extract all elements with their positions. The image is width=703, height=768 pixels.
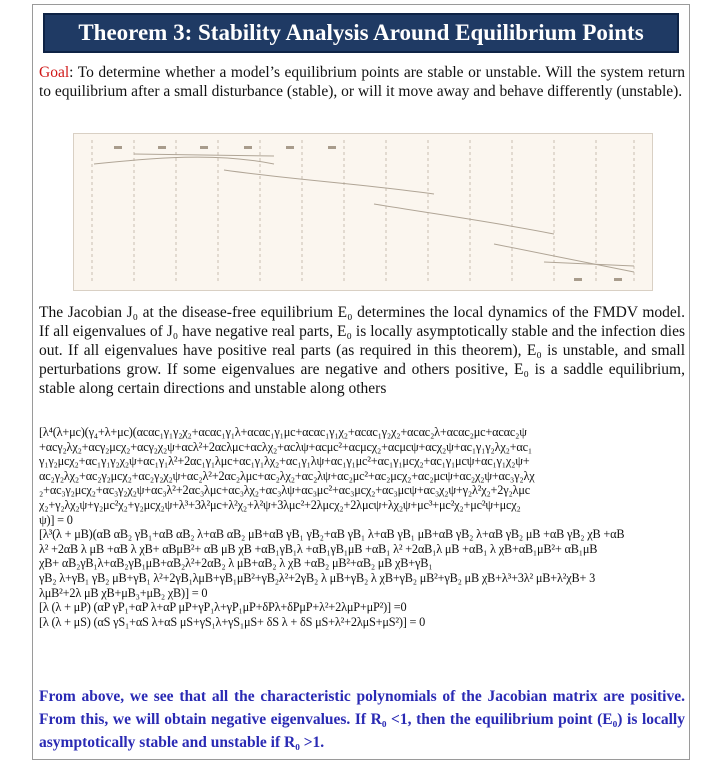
equation-line: γ₁γ₂μcχ₂+αc₁γ₁γ₂χ₂ψ+αc₁γ₁λ²+2αc₁γ₁λμc+αc₁γ₁λχ₂+αc₁γ₁λψ+αc₁γ₁μc²+αc₁γ₁μcχ₂+αc₁γ₁μcψ+αc₁γ₁χ₂ψ+	[39, 454, 530, 469]
conclusion-paragraph: From above, we see that all the characteristic polynomials of the Jacobian matrix are positive. From this, we will obtain negative eigenvalues. If R₀ <1, then the equilibrium point (E₀) is locally asymptotically stable and unstable if R₀ >1.	[39, 688, 685, 751]
characteristic-equations	[39, 425, 687, 685]
goal-text: : To determine whether a model’s equilibrium points are stable or unstable. Will the system return to equilibrium after a small disturbance (stable), or will it move away and behave differently (unstable).	[39, 64, 685, 100]
equation-line: αc₂γ₂λχ₂+αc₂γ₂μcχ₂+αc₂γ₂χ₂ψ+αc₂λ²+2αc₂λμc+αc₂λχ₂+αc₂λψ+αc₂μc²+αc₂μcχ₂+αc₂μcψ+αc₂χ₂ψ+αc₃γ₂λχ	[39, 468, 535, 483]
equation-line: γB₂ λ+γB₁ γB₂ μB+γB₁ λ²+2γB₁λμB+γB₁μB²+γB₂λ²+2γB₂ λ μB+γB₂ λ χB+γB₂ μB²+γB₂ μB χB+λ³+3λ² μB+λ²χB+ 3	[39, 570, 596, 585]
equation-line: ₂+αc₃γ₂μcχ₂+αc₃γ₂χ₂ψ+αc₃λ²+2αc₃λμc+αc₃λχ₂+αc₃λψ+αc₃μc²+αc₃μcχ₂+αc₃μcψ+αc₃χ₂ψ+γ₂λ²χ₂+2γ₂λμc	[39, 483, 530, 498]
equation-line: [λ (λ + μS) (αS γS₁+αS λ+αS μS+γS₁λ+γS₁μS+ δS λ + δS μS+λ²+2λμS+μS²)] = 0	[39, 614, 426, 629]
jacobian-paragraph: The Jacobian J₀ at the disease-free equilibrium E₀ determines the local dynamics of the FMDV model. If all eigenvalues of J₀ have negative real parts, E₀ is locally asymptotically stable and the infection dies out. If all eigenvalues have positive real parts (as required in this theorem), E₀ is unstable, and small perturbations grow. If some eigenvalues are negative and others positive, E₀ is a saddle equilibrium, stable along certain directions and unstable along others	[39, 304, 685, 397]
goal-paragraph	[39, 63, 685, 101]
equation-line: χB+ αB₂γB₁λ+αB₂γB₁μB+αB₂λ²+2αB₂ λ μB+αB₂ λ χB +αB₂ μB²+αB₂ μB χB+γB₁	[39, 556, 433, 571]
flow-diagram-image	[73, 133, 653, 291]
equation-line: χ₂+γ₂λχ₂ψ+γ₂μc²χ₂+γ₂μcχ₂ψ+λ³+3λ²μc+λ²χ₂+λ²ψ+3λμc²+2λμcχ₂+2λμcψ+λχ₂ψ+μc³+μc²χ₂+μc²ψ+μcχ₂	[39, 497, 521, 512]
slide-frame	[32, 4, 690, 760]
equation-line: [λ (λ + μP) (αP γP₁+αP λ+αP μP+γP₁λ+γP₁μP+δPλ+δPμP+λ²+2λμP+μP²)] =0	[39, 600, 407, 615]
goal-label: Goal	[39, 64, 70, 81]
equation-line: +αcγ₂λχ₂+αcγ₂μcχ₂+αcγ₂χ₂ψ+αcλ²+2αcλμc+αcλχ₂+αcλψ+αcμc²+αcμcχ₂+αcμcψ+αcχ₂ψ+αc₁γ₁γ₂λχ₂+αc₁	[39, 439, 532, 454]
equation-line: [λ³(λ + μB)(αB αB₂ γB₁+αB αB₂ λ+αB αB₂ μB+αB γB₁ γB₂+αB γB₁ λ+αB γB₁ μB+αB γB₂ λ+αB γB₂ μB +αB γB₂ χB +αB	[39, 527, 625, 542]
equation-line: λμB²+2λ μB χB+μB₃+μB₂ χB)] = 0	[39, 585, 208, 600]
equation-line: λ² +2αB λ μB +αB λ χB+ αBμB²+ αB μB χB +αB₁γB₁λ +αB₁γB₁μB +αB₁ λ² +2αB₁λ μB +αB₁ λ χB+αB₁μB²+ αB₁μB	[39, 541, 598, 556]
slide-title: Theorem 3: Stability Analysis Around Equilibrium Points	[43, 13, 679, 53]
equation-line: [λ⁴(λ+μc)(γ₄+λ+μc)(αcαc₁γ₁γ₂χ₂+αcαc₁γ₁λ+αcαc₁γ₁μc+αcαc₁γ₁χ₂+αcαc₁γ₂χ₂+αcαc₂λ+αcαc₂μc+αcαc₂ψ	[39, 425, 527, 439]
equation-line: ψ)] = 0	[39, 512, 73, 527]
